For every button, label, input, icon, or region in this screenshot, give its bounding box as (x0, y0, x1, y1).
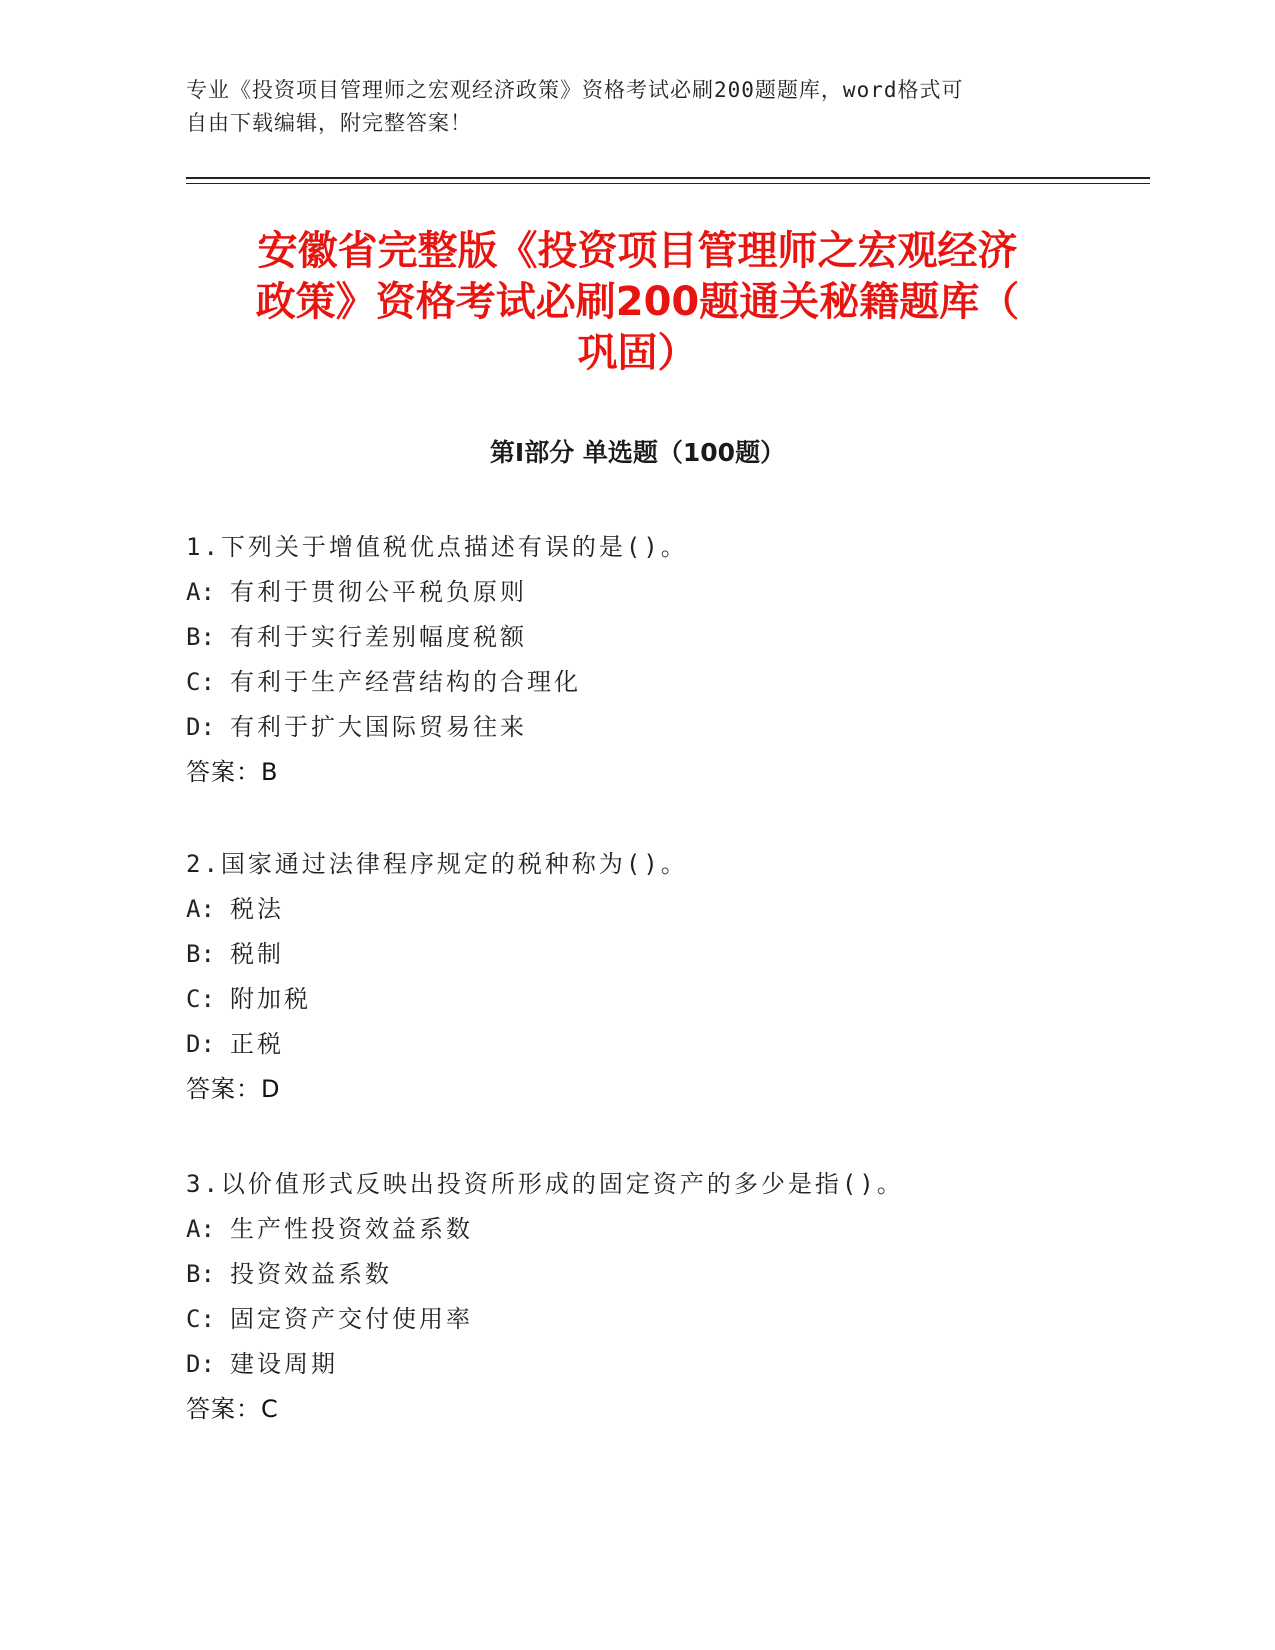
option-letter: D: (186, 1350, 215, 1378)
option-letter: A: (186, 895, 215, 923)
option-letter: D: (186, 1030, 215, 1058)
option-a (186, 1207, 1146, 1252)
option-text: 投资效益系数 (230, 1260, 392, 1288)
option-c (186, 660, 1146, 705)
option-letter: C: (186, 985, 215, 1013)
option-letter: B: (186, 940, 215, 968)
header-note-line-2: 自由下载编辑，附完整答案！ (186, 111, 472, 135)
option-text: 税制 (230, 940, 284, 968)
option-text: 有利于实行差别幅度税额 (230, 623, 527, 651)
option-b (186, 1252, 1146, 1297)
option-text: 有利于扩大国际贸易往来 (230, 713, 527, 741)
option-text: 税法 (230, 895, 284, 923)
option-letter: C: (186, 1305, 215, 1333)
header-note (186, 74, 1066, 140)
option-letter: A: (186, 1215, 215, 1243)
option-letter: B: (186, 623, 215, 651)
option-text: 附加税 (230, 985, 311, 1013)
option-d (186, 1342, 1146, 1387)
answer-line: 答案：C (186, 1395, 279, 1423)
option-a (186, 570, 1146, 615)
section-title: 第Ⅰ部分 单选题（100题） (489, 438, 786, 467)
option-c (186, 977, 1146, 1022)
question-block-2 (186, 842, 1146, 1112)
option-text: 有利于贯彻公平税负原则 (230, 578, 527, 606)
document-title-line-1: 安徽省完整版《投资项目管理师之宏观经济 (257, 228, 1018, 274)
header-divider-thin (186, 183, 1150, 184)
option-letter: D: (186, 713, 215, 741)
question-stem: 1.下列关于增值税优点描述有误的是()。 (186, 533, 688, 561)
document-title-line-3: 巩固） (577, 330, 698, 376)
option-text: 建设周期 (230, 1350, 338, 1378)
question-block-1 (186, 525, 1146, 795)
header-note-line-1: 专业《投资项目管理师之宏观经济政策》资格考试必刷200题题库，word格式可 (186, 78, 964, 102)
question-stem: 2.国家通过法律程序规定的税种称为()。 (186, 850, 688, 878)
answer-line: 答案：D (186, 1075, 281, 1103)
header-divider-thick (186, 177, 1150, 179)
option-b (186, 615, 1146, 660)
document-title (190, 226, 1085, 379)
option-letter: C: (186, 668, 215, 696)
option-a (186, 887, 1146, 932)
option-text: 有利于生产经营结构的合理化 (230, 668, 581, 696)
document-title-line-2: 政策》资格考试必刷200题通关秘籍题库（ (255, 279, 1020, 325)
option-text: 正税 (230, 1030, 284, 1058)
option-c (186, 1297, 1146, 1342)
answer-line: 答案：B (186, 758, 279, 786)
option-b (186, 932, 1146, 977)
question-block-3 (186, 1162, 1146, 1432)
option-text: 固定资产交付使用率 (230, 1305, 473, 1333)
option-text: 生产性投资效益系数 (230, 1215, 473, 1243)
option-d (186, 705, 1146, 750)
option-letter: B: (186, 1260, 215, 1288)
question-stem: 3.以价值形式反映出投资所形成的固定资产的多少是指()。 (186, 1170, 904, 1198)
option-d (186, 1022, 1146, 1067)
option-letter: A: (186, 578, 215, 606)
